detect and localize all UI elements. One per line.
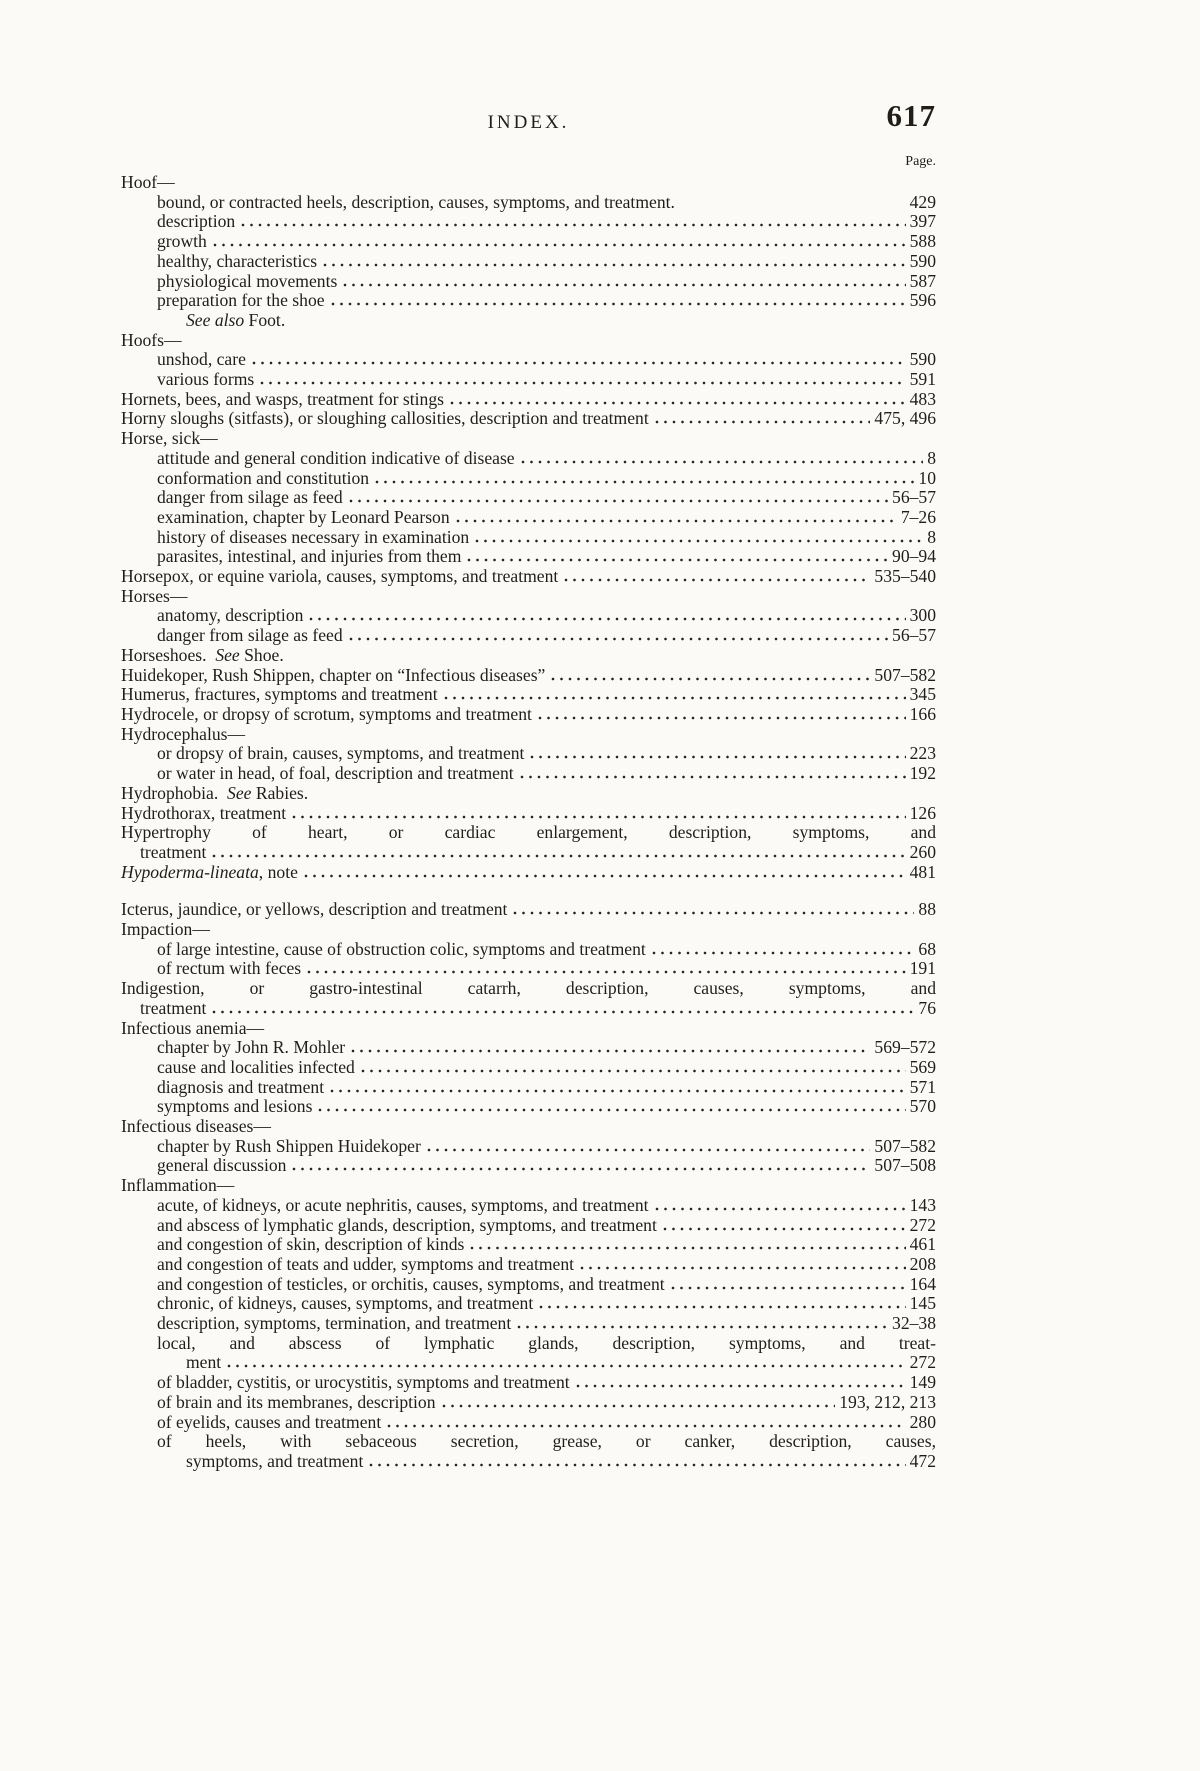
dot-leader — [539, 1305, 905, 1309]
dot-leader — [227, 1364, 905, 1368]
dot-leader — [375, 480, 914, 484]
entry-page-number: 280 — [909, 1411, 936, 1432]
index-entry — [121, 1452, 936, 1472]
index-entry — [121, 784, 936, 804]
entry-page-number: 260 — [909, 841, 936, 862]
entry-text: symptoms, and treatment — [186, 1451, 364, 1471]
entry-page-number: 56–57 — [892, 625, 936, 646]
index-entry — [121, 823, 936, 843]
entry-page-number: 76 — [918, 997, 936, 1018]
index-entry — [121, 193, 936, 213]
index-entry — [121, 1216, 936, 1236]
dot-leader — [349, 637, 888, 641]
dot-leader — [369, 1463, 905, 1467]
entry-text: treatment — [140, 841, 207, 862]
entry-text: local, and abscess of lymphatic glands, description, symptoms, and treat- — [157, 1332, 936, 1353]
index-entry — [121, 626, 936, 646]
dot-leader — [241, 223, 905, 227]
entry-page-number: 32–38 — [892, 1313, 936, 1334]
entry-text: Hornets, bees, and wasps, treatment for stings — [121, 388, 444, 409]
entry-page-number: 300 — [909, 605, 936, 626]
entry-text: growth — [157, 231, 207, 252]
index-entry — [121, 705, 936, 725]
index-entry — [121, 291, 936, 311]
entry-text: Impaction— — [121, 919, 210, 940]
index-entry — [121, 449, 936, 469]
entry-page-number: 191 — [909, 958, 936, 979]
entry-text: chronic, of kidneys, causes, symptoms, and treatment — [157, 1293, 534, 1314]
dot-leader — [323, 263, 906, 267]
entry-page-number: 88 — [918, 899, 936, 920]
dot-leader — [318, 1108, 905, 1112]
entry-text: Icterus, jaundice, or yellows, description and treatment — [121, 899, 508, 920]
entry-text: attitude and general condition indicative of disease — [157, 447, 515, 468]
entry-page-number: 590 — [909, 250, 936, 271]
entry-text: and congestion of teats and udder, symptoms and treatment — [157, 1253, 575, 1274]
entry-page-number: 345 — [909, 684, 936, 705]
index-entry — [121, 1432, 936, 1452]
entry-page-number: 166 — [909, 703, 936, 724]
index-entry — [121, 863, 936, 883]
dot-leader — [655, 420, 871, 424]
entry-text: examination, chapter by Leonard Pearson — [157, 506, 450, 527]
dot-leader — [252, 361, 906, 365]
dot-leader — [292, 1167, 870, 1171]
index-entry — [121, 1156, 936, 1176]
entry-text: acute, of kidneys, or acute nephritis, causes, symptoms, and treatment — [157, 1194, 649, 1215]
entry-text: cause and localities infected — [157, 1056, 355, 1077]
entry-page-number: 8 — [927, 447, 936, 468]
entry-text: and congestion of testicles, or orchitis, causes, symptoms, and treatment — [157, 1273, 665, 1294]
entry-text: Hypoderma-lineata, note — [121, 861, 298, 882]
entry-page-number: 507–582 — [874, 664, 936, 685]
dot-leader — [343, 283, 905, 287]
entry-text: healthy, characteristics — [157, 250, 318, 271]
entry-text: of eyelids, causes and treatment — [157, 1411, 382, 1432]
leader-space — [681, 204, 906, 208]
index-entry — [121, 1058, 936, 1078]
entry-text: Horse, sick— — [121, 428, 218, 449]
entry-text: See also Foot. — [186, 309, 286, 330]
dot-leader — [470, 1246, 905, 1250]
entry-page-number: 143 — [909, 1194, 936, 1215]
entry-text: of bladder, cystitis, or urocystitis, symptoms and treatment — [157, 1372, 570, 1393]
dot-leader — [513, 911, 914, 915]
entry-page-number: 483 — [909, 388, 936, 409]
index-entry — [121, 1097, 936, 1117]
entry-text: of heels, with sebaceous secretion, grease, or canker, description, causes, — [157, 1431, 936, 1452]
index-entry — [121, 1413, 936, 1433]
index-entry — [121, 212, 936, 232]
index-entry — [121, 685, 936, 705]
index-entry — [121, 508, 936, 528]
entry-page-number: 272 — [909, 1352, 936, 1373]
index-entry — [121, 1196, 936, 1216]
entry-page-number: 10 — [918, 467, 936, 488]
entry-page-number: 7–26 — [900, 506, 936, 527]
index-entry — [121, 1235, 936, 1255]
entry-text: and abscess of lymphatic glands, description, symptoms, and treatment — [157, 1214, 657, 1235]
index-entry — [121, 252, 936, 272]
index-entry — [121, 173, 936, 193]
index-entry — [121, 764, 936, 784]
dot-leader — [213, 243, 906, 247]
page-column-label: Page. — [905, 154, 936, 169]
index-entry — [121, 979, 936, 999]
entry-text: Infectious anemia— — [121, 1017, 265, 1038]
index-entry — [121, 488, 936, 508]
dot-leader — [663, 1227, 906, 1231]
index-entry — [121, 272, 936, 292]
index-entry — [121, 1314, 936, 1334]
dot-leader — [655, 1207, 906, 1211]
entry-text: Hydrocephalus— — [121, 723, 246, 744]
index-entry — [121, 567, 936, 587]
dot-leader — [456, 519, 897, 523]
index-entry — [121, 409, 936, 429]
entry-text: Humerus, fractures, symptoms and treatment — [121, 684, 438, 705]
entry-text: Hydrothorax, treatment — [121, 802, 287, 823]
dot-leader — [538, 716, 906, 720]
entry-page-number: 535–540 — [874, 566, 936, 587]
entry-text: Indigestion, or gastro-intestinal catarrh, description, causes, symptoms, and — [121, 978, 936, 999]
dot-leader — [427, 1148, 871, 1152]
entry-text: danger from silage as feed — [157, 487, 343, 508]
entry-text: Hydrocele, or dropsy of scrotum, symptoms and treatment — [121, 703, 532, 724]
dot-leader — [652, 951, 915, 955]
dot-leader — [551, 677, 870, 681]
index-entry — [121, 1019, 936, 1039]
entry-text: of brain and its membranes, description — [157, 1391, 436, 1412]
index-entry — [121, 999, 936, 1019]
dot-leader — [450, 401, 906, 405]
entry-page-number: 596 — [909, 290, 936, 311]
entry-text: Horny sloughs (sitfasts), or sloughing callosities, description and treatment — [121, 408, 649, 429]
dot-leader — [309, 617, 905, 621]
dot-leader — [292, 815, 905, 819]
index-entry — [121, 350, 936, 370]
index-entry — [121, 232, 936, 252]
entry-text: or water in head, of foal, description and treatment — [157, 763, 514, 784]
dot-leader — [361, 1069, 906, 1073]
entry-page-number: 569 — [909, 1056, 936, 1077]
entry-page-number: 587 — [909, 270, 936, 291]
entry-page-number: 481 — [909, 861, 936, 882]
entry-text: anatomy, description — [157, 605, 304, 626]
entry-text: preparation for the shoe — [157, 290, 325, 311]
dot-leader — [671, 1286, 906, 1290]
dot-leader — [576, 1384, 906, 1388]
index-entry — [121, 1353, 936, 1373]
dot-leader — [442, 1404, 836, 1408]
entry-text: and congestion of skin, description of kinds — [157, 1234, 465, 1255]
entry-text: Horses— — [121, 585, 188, 606]
entry-text: parasites, intestinal, and injuries from them — [157, 546, 462, 567]
entry-page-number: 223 — [909, 743, 936, 764]
entry-page-number: 68 — [918, 938, 936, 959]
index-entry — [121, 725, 936, 745]
index-entry — [121, 1294, 936, 1314]
entry-page-number: 588 — [909, 231, 936, 252]
dot-leader — [564, 578, 870, 582]
dot-leader — [349, 499, 888, 503]
entry-page-number: 570 — [909, 1096, 936, 1117]
index-entry — [121, 311, 936, 331]
index-entry — [121, 469, 936, 489]
index-entry — [121, 370, 936, 390]
index-entry — [121, 429, 936, 449]
entry-page-number: 571 — [909, 1076, 936, 1097]
dot-leader — [387, 1424, 905, 1428]
dot-leader — [521, 460, 924, 464]
entry-page-number: 397 — [909, 211, 936, 232]
entry-text: history of diseases necessary in examination — [157, 526, 470, 547]
entry-text: Huidekoper, Rush Shippen, chapter on “Infectious diseases” — [121, 664, 546, 685]
index-entry — [121, 959, 936, 979]
index-entry — [121, 744, 936, 764]
entry-page-number: 429 — [909, 191, 936, 212]
dot-leader — [304, 874, 906, 878]
index-entry — [121, 940, 936, 960]
dot-leader — [517, 1325, 888, 1329]
entry-text: bound, or contracted heels, description, causes, symptoms, and treatment. — [157, 191, 675, 212]
entry-text: Hydrophobia. See Rabies. — [121, 782, 309, 803]
entry-page-number: 507–582 — [874, 1135, 936, 1156]
entry-page-number: 8 — [927, 526, 936, 547]
entry-page-number: 507–508 — [874, 1155, 936, 1176]
entry-page-number: 569–572 — [874, 1037, 936, 1058]
index-entry — [121, 900, 936, 920]
index-entry — [121, 804, 936, 824]
entry-text: description, symptoms, termination, and treatment — [157, 1313, 512, 1334]
entry-text: danger from silage as feed — [157, 625, 343, 646]
dot-leader — [212, 1010, 914, 1014]
entry-text: diagnosis and treatment — [157, 1076, 325, 1097]
folio-number: 617 — [886, 98, 936, 133]
dot-leader — [530, 755, 905, 759]
entry-text: Hoof— — [121, 172, 175, 192]
index-entry — [121, 920, 936, 940]
page-header — [121, 98, 936, 142]
page-title: INDEX. — [487, 112, 570, 133]
entry-text: general discussion — [157, 1155, 287, 1176]
index-entry — [121, 646, 936, 666]
entry-page-number: 126 — [909, 802, 936, 823]
index-entry — [121, 390, 936, 410]
entry-page-number: 472 — [909, 1451, 936, 1471]
entry-page-number: 272 — [909, 1214, 936, 1235]
dot-leader — [475, 539, 923, 543]
index-entry — [121, 547, 936, 567]
dot-leader — [212, 854, 905, 858]
dot-leader — [444, 696, 906, 700]
entry-text: description — [157, 211, 236, 232]
dot-leader — [467, 558, 888, 562]
entry-text: of large intestine, cause of obstruction colic, symptoms and treatment — [157, 938, 646, 959]
index-entry — [121, 1176, 936, 1196]
entry-page-number: 192 — [909, 763, 936, 784]
entry-text: unshod, care — [157, 349, 246, 370]
section-gap — [121, 882, 936, 900]
entry-text: chapter by John R. Mohler — [157, 1037, 346, 1058]
dot-leader — [330, 1089, 906, 1093]
index-entry — [121, 666, 936, 686]
entry-text: conformation and constitution — [157, 467, 370, 488]
entry-text: Infectious diseases— — [121, 1116, 271, 1137]
index-entry — [121, 587, 936, 607]
index-entry — [121, 1078, 936, 1098]
entry-page-number: 590 — [909, 349, 936, 370]
entry-page-number: 193, 212, 213 — [839, 1391, 936, 1412]
entry-text: of rectum with feces — [157, 958, 302, 979]
entry-page-number: 164 — [909, 1273, 936, 1294]
dot-leader — [351, 1049, 870, 1053]
entry-page-number: 475, 496 — [874, 408, 936, 429]
index-entry — [121, 528, 936, 548]
index-entry — [121, 1334, 936, 1354]
entry-text: Horsepox, or equine variola, causes, symptoms, and treatment — [121, 566, 559, 587]
dot-leader — [580, 1266, 906, 1270]
entry-page-number: 149 — [909, 1372, 936, 1393]
entry-text: Horseshoes. See Shoe. — [121, 644, 284, 665]
entry-text: Inflammation— — [121, 1175, 235, 1196]
dot-leader — [520, 775, 906, 779]
index-entry — [121, 606, 936, 626]
index-entry — [121, 1137, 936, 1157]
entry-page-number: 56–57 — [892, 487, 936, 508]
entry-text: Hoofs— — [121, 329, 182, 350]
index-entry — [121, 1275, 936, 1295]
index-entry — [121, 331, 936, 351]
entry-text: chapter by Rush Shippen Huidekoper — [157, 1135, 421, 1156]
entry-text: or dropsy of brain, causes, symptoms, and treatment — [157, 743, 525, 764]
entry-text: treatment — [140, 997, 207, 1018]
index-entry — [121, 1117, 936, 1137]
dot-leader — [331, 302, 906, 306]
entry-text: symptoms and lesions — [157, 1096, 313, 1117]
entry-text: various forms — [157, 369, 255, 390]
entry-page-number: 90–94 — [892, 546, 936, 567]
entry-page-number: 208 — [909, 1253, 936, 1274]
entry-page-number: 461 — [909, 1234, 936, 1255]
index-entry — [121, 1393, 936, 1413]
entry-text: ment — [186, 1352, 222, 1373]
index-entry — [121, 1255, 936, 1275]
entry-page-number: 591 — [909, 369, 936, 390]
index-entry — [121, 843, 936, 863]
index-entry — [121, 1373, 936, 1393]
dot-leader — [307, 970, 906, 974]
index-list — [121, 173, 936, 1472]
entry-text: physiological movements — [157, 270, 338, 291]
index-entry — [121, 1038, 936, 1058]
entry-text: Hypertrophy of heart, or cardiac enlargement, description, symptoms, and — [121, 822, 936, 843]
entry-page-number: 145 — [909, 1293, 936, 1314]
dot-leader — [260, 381, 905, 385]
